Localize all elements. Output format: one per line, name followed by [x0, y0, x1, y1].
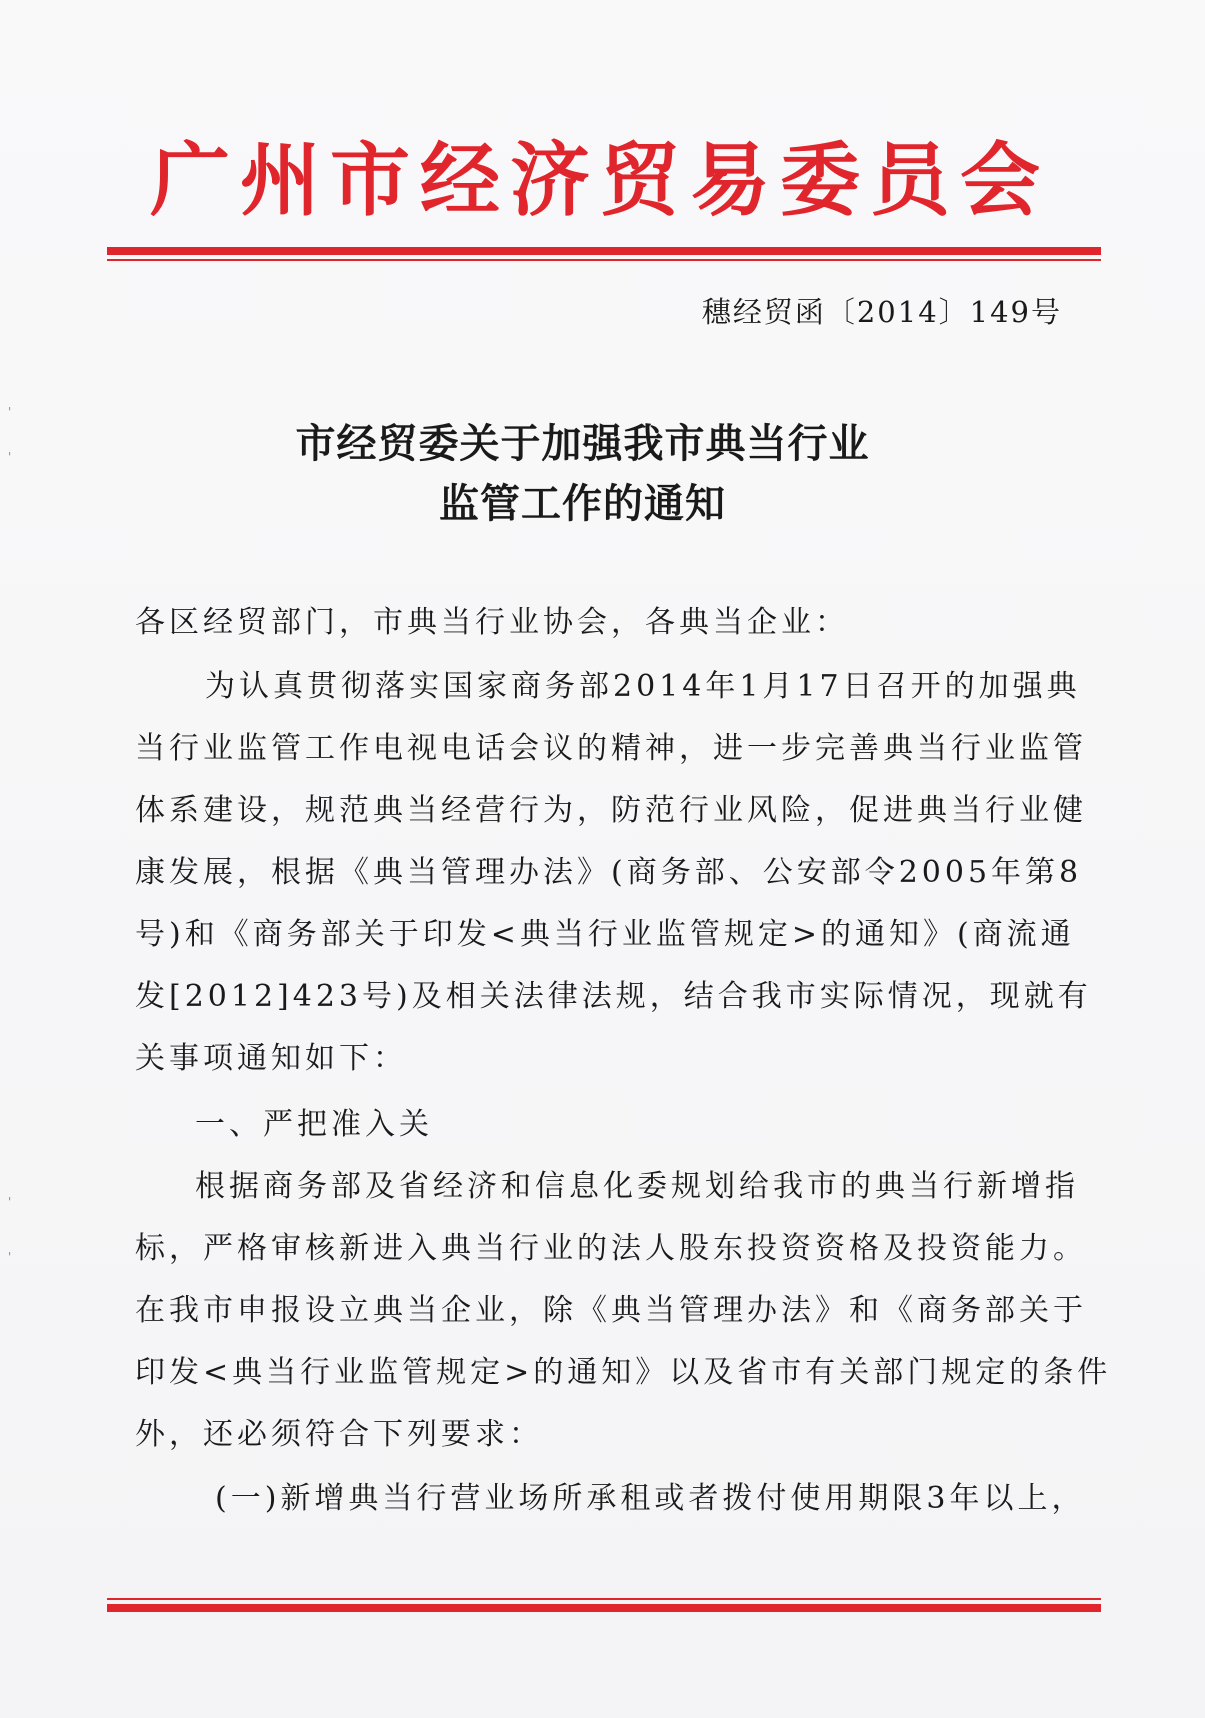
binding-hole-mark: ' [8, 1250, 12, 1264]
document-title-line-1: 市经贸委关于加强我市典当行业 [295, 420, 870, 467]
paragraph-1-line-2: 当行业监管工作电视电话会议的精神，进一步完善典当行业监管 [135, 731, 1087, 766]
issuing-organization-header: 广州市经济贸易委员会 [150, 133, 1050, 227]
paragraph-1-line-1: 为认真贯彻落实国家商务部2014年1月17日召开的加强典 [205, 669, 1081, 704]
paragraph-1-line-7: 关事项通知如下： [135, 1041, 407, 1076]
binding-hole-mark: ' [8, 405, 12, 419]
addressee: 各区经贸部门，市典当行业协会，各典当企业： [135, 605, 849, 640]
binding-hole-mark: ' [8, 1195, 12, 1209]
paragraph-1-line-4: 康发展，根据《典当管理办法》(商务部、公安部令2005年第8 [135, 855, 1083, 890]
document-title-line-2: 监管工作的通知 [439, 480, 726, 527]
paragraph-1-line-6: 发[2012]423号)及相关法律法规，结合我市实际情况，现就有 [135, 979, 1092, 1014]
section-1-heading: 一、严把准入关 [195, 1107, 433, 1142]
paragraph-2-line-4: 印发<典当行业监管规定>的通知》以及省市有关部门规定的条件 [135, 1355, 1112, 1390]
footer-red-rule-thin [107, 1598, 1101, 1600]
item-1: (一)新增典当行营业场所承租或者拨付使用期限3年以上， [215, 1481, 1086, 1516]
footer-red-rule-thick [107, 1604, 1101, 1612]
paragraph-2-line-2: 标，严格审核新进入典当行业的法人股东投资资格及投资能力。 [135, 1231, 1087, 1266]
paragraph-2-line-1: 根据商务部及省经济和信息化委规划给我市的典当行新增指 [195, 1169, 1079, 1204]
header-red-rule-thick [107, 247, 1101, 255]
paragraph-2-line-5: 外，还必须符合下列要求： [135, 1417, 543, 1452]
header-red-rule-thin [107, 259, 1101, 261]
paragraph-2-line-3: 在我市申报设立典当企业，除《典当管理办法》和《商务部关于 [135, 1293, 1087, 1328]
paragraph-1-line-5: 号)和《商务部关于印发<典当行业监管规定>的通知》(商流通 [135, 917, 1075, 952]
binding-hole-mark: ' [8, 450, 12, 464]
paragraph-1-line-3: 体系建设，规范典当经营行为，防范行业风险，促进典当行业健 [135, 793, 1087, 828]
document-number: 穗经贸函〔2014〕149号 [701, 295, 1062, 329]
